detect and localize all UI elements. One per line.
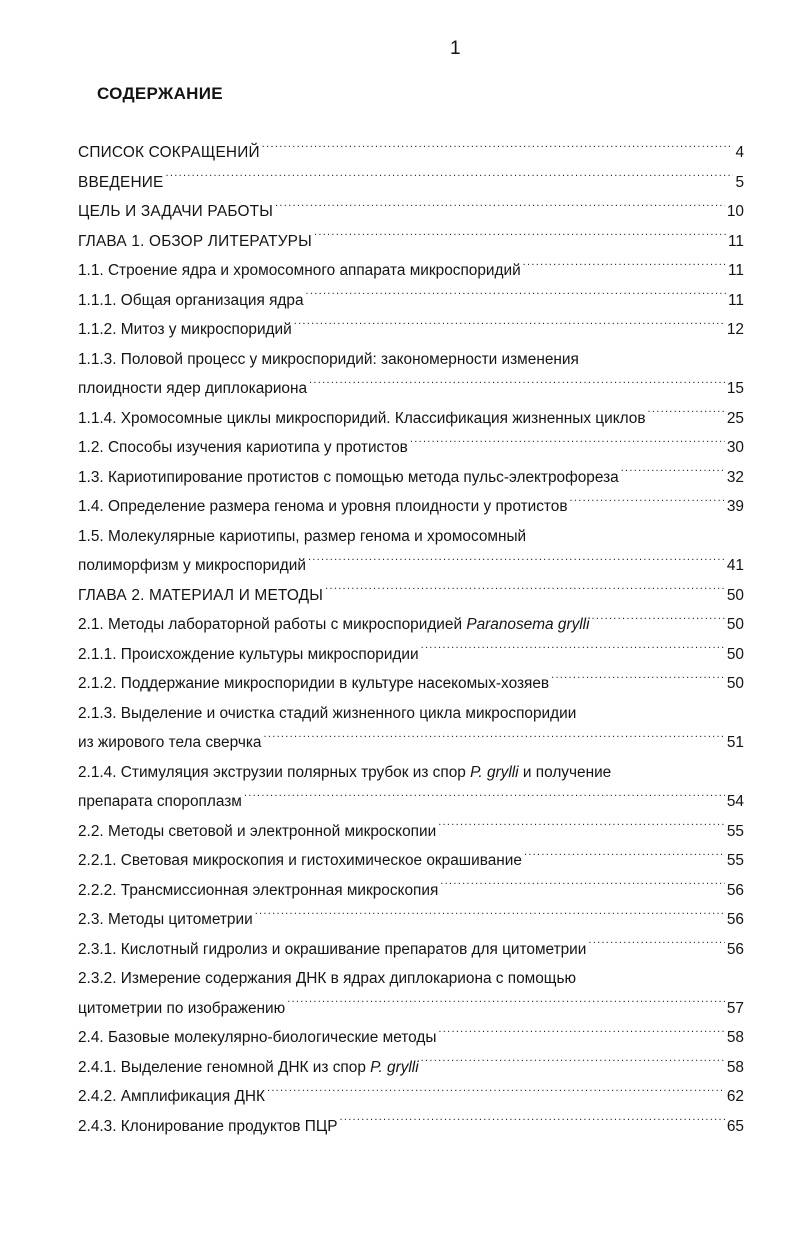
dot-leader [308, 555, 725, 570]
toc-entry-title: ЦЕЛЬ И ЗАДАЧИ РАБОТЫ [78, 203, 274, 220]
toc-entry-title [78, 1053, 419, 1083]
dot-leader [294, 319, 725, 334]
toc-entry-page: 5 [735, 173, 744, 191]
toc-entry-page: 57 [726, 999, 744, 1017]
toc-entry [78, 227, 744, 257]
dot-leader [440, 879, 725, 894]
toc-entry [78, 610, 744, 640]
table-of-contents [78, 138, 744, 1141]
toc-entry-title: ГЛАВА 1. ОБЗОР ЛИТЕРАТУРЫ [78, 232, 312, 250]
toc-entry-page: 55 [726, 822, 744, 840]
toc-entry [78, 404, 744, 434]
dot-leader [588, 938, 725, 953]
toc-entry [78, 846, 744, 876]
toc-entry-title: 1.1. Строение ядра и хромосомного аппарата микроспоридий [78, 262, 521, 279]
toc-entry [78, 905, 744, 935]
toc-entry-page: 50 [726, 645, 744, 663]
dot-leader [438, 820, 725, 835]
toc-entry-page: 32 [726, 468, 744, 486]
toc-entry [78, 433, 744, 463]
toc-entry-title: 2.1.1. Происхождение культуры микроспоридии [78, 645, 419, 663]
dot-leader [421, 643, 725, 658]
dot-leader [314, 230, 726, 245]
toc-entry-page: 62 [726, 1088, 744, 1105]
toc-entry [78, 463, 744, 493]
toc-entry-page: 30 [726, 439, 744, 456]
page-number: 1 [450, 38, 461, 59]
dot-leader [648, 407, 725, 422]
toc-entry-title: 1.2. Способы изучения кариотипа у протистов [78, 439, 408, 456]
dot-leader [306, 289, 726, 304]
toc-entry-title: 1.4. Определение размера генома и уровня плоидности у протистов [78, 498, 568, 515]
toc-entry-title: 1.1.2. Митоз у микроспоридий [78, 321, 292, 338]
toc-entry [78, 1023, 744, 1053]
toc-entry [78, 1053, 744, 1083]
dot-leader [255, 909, 725, 924]
toc-entry [78, 197, 744, 227]
toc-entry-page: 56 [726, 911, 744, 928]
dot-leader [570, 496, 725, 511]
toc-entry-title: цитометрии по изображению [78, 999, 286, 1017]
toc-entry-page: 58 [726, 1058, 744, 1076]
toc-entry-title: из жирового тела сверчка [78, 734, 262, 751]
toc-entry-page: 50 [726, 586, 744, 604]
toc-entry [78, 168, 744, 198]
species-name: Paranosema grylli [466, 616, 590, 633]
species-name: P. grylli [470, 763, 519, 781]
toc-entry-page: 51 [726, 734, 744, 751]
toc-entry [78, 551, 744, 581]
toc-entry-title [78, 610, 590, 640]
toc-entry [78, 492, 744, 522]
toc-entry-title: 1.1.4. Хромосомные циклы микроспоридий. Классификация жизненных циклов [78, 409, 646, 427]
toc-entry-title: 2.4. Базовые молекулярно-биологические методы [78, 1029, 437, 1046]
toc-entry-title: 2.4.2. Амплификация ДНК [78, 1088, 265, 1105]
toc-heading: СОДЕРЖАНИЕ [97, 84, 223, 103]
toc-entry [78, 640, 744, 670]
toc-entry-page: 55 [726, 852, 744, 869]
dot-leader [421, 1056, 725, 1071]
dot-leader [339, 1115, 724, 1130]
toc-entry-title: полиморфизм у микроспоридий [78, 557, 306, 574]
dot-leader [438, 1027, 724, 1042]
toc-entry-line1-a: 2.1.4. Стимуляция экструзии полярных трубок из спор [78, 763, 466, 781]
toc-entry-page: 25 [726, 409, 744, 427]
toc-entry [78, 256, 744, 286]
toc-entry-page: 56 [726, 940, 744, 958]
toc-entry [78, 286, 744, 316]
dot-leader [262, 142, 734, 157]
toc-entry-title: СПИСОК СОКРАЩЕНИЙ [78, 144, 260, 161]
toc-entry [78, 994, 744, 1024]
toc-entry-title: 2.3.1. Кислотный гидролиз и окрашивание препаратов для цитометрии [78, 940, 587, 958]
toc-entry-line1: 2.3.2. Измерение содержания ДНК в ядрах диплокариона с помощью [78, 970, 577, 987]
toc-entry-page: 11 [728, 232, 744, 250]
species-name: P. grylli [370, 1058, 419, 1076]
toc-entry-title: 2.4.3. Клонирование продуктов ПЦР [78, 1117, 338, 1135]
toc-entry [78, 817, 744, 847]
toc-entry-line1: 1.1.3. Половой процесс у микроспоридий: закономерности изменения [78, 350, 579, 368]
toc-entry-title: 1.3. Кариотипирование протистов с помощью метода пульс-электрофореза [78, 468, 619, 486]
toc-entry-page: 11 [728, 291, 744, 309]
toc-entry [78, 669, 744, 699]
toc-entry-page: 54 [726, 793, 744, 810]
toc-entry-page: 50 [726, 675, 744, 692]
toc-entry-title: ВВЕДЕНИЕ [78, 173, 164, 191]
dot-leader [244, 791, 725, 806]
toc-entry-page: 58 [726, 1029, 744, 1046]
dot-leader [325, 584, 725, 599]
toc-entry [78, 374, 744, 404]
toc-entry-page: 10 [726, 203, 744, 220]
toc-entry-page: 11 [728, 262, 744, 279]
toc-entry-title: 2.3. Методы цитометрии [78, 911, 253, 928]
toc-entry-page: 12 [726, 321, 744, 338]
toc-entry [78, 876, 744, 906]
toc-entry-page: 15 [726, 380, 744, 397]
dot-leader [166, 171, 734, 186]
toc-entry [78, 581, 744, 611]
toc-entry-page: 41 [726, 557, 744, 574]
dot-leader [275, 201, 725, 216]
dot-leader [551, 673, 725, 688]
dot-leader [264, 732, 725, 747]
toc-entry-page: 50 [726, 616, 744, 633]
toc-entry-title: 2.2. Методы световой и электронной микроскопии [78, 822, 437, 840]
toc-entry-page: 56 [726, 881, 744, 899]
toc-entry [78, 1082, 744, 1112]
toc-entry-line1-b: и получение [522, 763, 612, 781]
dot-leader [267, 1086, 725, 1101]
dot-leader [410, 437, 725, 452]
toc-entry [78, 315, 744, 345]
dot-leader [524, 850, 725, 865]
toc-entry-page: 65 [726, 1117, 744, 1135]
toc-entry-title: препарата спороплазм [78, 793, 242, 810]
toc-entry-title: 1.1.1. Общая организация ядра [78, 291, 304, 309]
toc-entry [78, 1112, 744, 1142]
toc-entry-title: 2.2.1. Световая микроскопия и гистохимическое окрашивание [78, 852, 522, 869]
dot-leader [621, 466, 725, 481]
toc-entry [78, 787, 744, 817]
toc-entry-title: 2.1.2. Поддержание микроспоридии в культуре насекомых-хозяев [78, 675, 550, 692]
toc-entry-page: 4 [735, 144, 744, 161]
toc-entry [78, 138, 744, 168]
dot-leader [523, 260, 726, 275]
toc-entry-title: ГЛАВА 2. МАТЕРИАЛ И МЕТОДЫ [78, 586, 324, 604]
dot-leader [592, 614, 725, 629]
toc-entry [78, 728, 744, 758]
toc-entry-line1 [78, 758, 744, 788]
toc-entry-line1: 1.5. Молекулярные кариотипы, размер генома и хромосомный [78, 527, 527, 545]
dot-leader [287, 997, 725, 1012]
toc-entry-title-text: 2.1. Методы лабораторной работы с микроспоридией [78, 616, 463, 633]
toc-entry [78, 935, 744, 965]
toc-entry-title: 2.2.2. Трансмиссионная электронная микроскопия [78, 881, 439, 899]
dot-leader [309, 378, 725, 393]
toc-entry-line1: 2.1.3. Выделение и очистка стадий жизненного цикла микроспоридии [78, 704, 577, 722]
toc-entry-page: 39 [726, 498, 744, 515]
toc-entry-title-text: 2.4.1. Выделение геномной ДНК из спор [78, 1058, 366, 1076]
toc-entry-title: плоидности ядер диплокариона [78, 380, 308, 397]
